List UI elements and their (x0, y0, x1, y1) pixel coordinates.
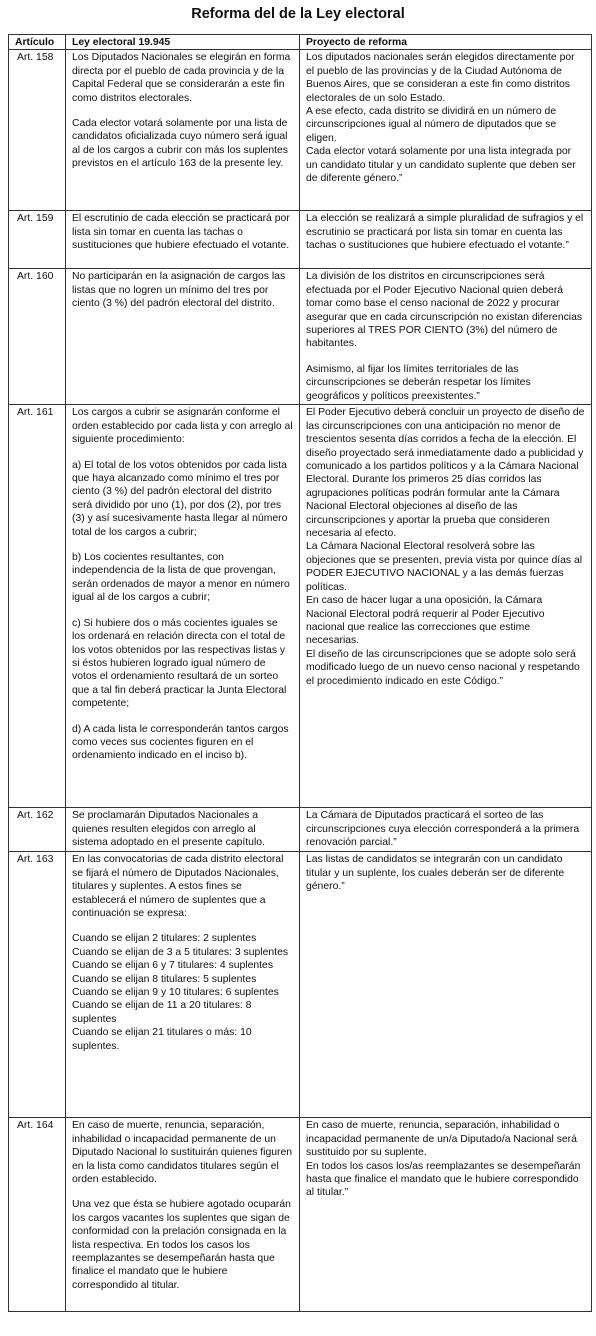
current-law-cell (66, 808, 300, 852)
paragraph: En todos los casos los/as reemplazantes se desempeñarán hasta que finalice el mandato que le hubiere correspondido al titular.” (306, 1160, 581, 1199)
paragraph: Los diputados nacionales serán elegidos directamente por el pueblo de las provincias y de la Ciudad Autónoma de Buenos Aires, que se consideran a este fin como distritos electorales de un solo Estado. (306, 52, 575, 104)
current-law-cell (66, 1118, 300, 1312)
article-cell: Art. 162 (9, 808, 66, 852)
table-row (9, 269, 592, 405)
header-proposal: Proyecto de reforma (300, 35, 592, 50)
article-cell: Art. 160 (9, 269, 66, 405)
current-law-cell (66, 269, 300, 405)
paragraph: d) A cada lista le corresponderán tantos cargos como veces sus cocientes figuren en el ordenamiento indicado en el inciso b). (72, 723, 289, 762)
current-law-cell (66, 211, 300, 269)
paragraph: Asimismo, al fijar los límites territoriales de las circunscripciones se deberán respetar los límites geográficos y políticos preexistentes.” (306, 363, 531, 402)
document-title: Reforma del de la Ley electoral (191, 6, 405, 22)
current-law-cell (66, 405, 300, 808)
paragraph: A ese efecto, cada distrito se dividirá en un número de circunscripciones igual al número de diputados que se eligen. (306, 106, 557, 144)
paragraph: a) El total de los votos obtenidos por cada lista que haya alcanzado como mínimo el tres por ciento (3 %) del padrón electoral del distrito será dividido por uno (1), por dos (2), por tres (3) y así sucesivamente hasta llegar al número total de los cargos a cubrir; (72, 459, 288, 538)
current-law-cell (66, 852, 300, 1118)
article-cell: Art. 159 (9, 211, 66, 269)
paragraph: En caso de muerte, renuncia, separación, inhabilidad o incapacidad permanente de un Diputado Nacional lo sustituirán quienes figuren en la lista como candidatos titulares según el orden establecido. (72, 1120, 293, 1186)
proposal-cell (300, 852, 592, 1118)
paragraph: El Poder Ejecutivo deberá concluir un proyecto de diseño de las circunscripciones con una anticipación no menor de trescientos sesenta días corridos a fecha de la elección. El diseño proyectado será inmediatamente dado a publicidad y comunicado a los partidos políticos y a la Cámara Nacional Electoral. Durante los primeros 25 días corridos las agrupaciones políticas podrán formular ante la Cámara Nacional Electoral objeciones al diseño de las circunscripciones y aportar la prueba que consideren necesaria al efecto. (306, 407, 585, 540)
paragraph: b) Los cocientes resultantes, con independencia de la lista de que provengan, serán ordenados de mayor a menor en número igual al de los cargos a cubrir; (72, 552, 290, 604)
paragraph: En las convocatorias de cada distrito electoral se fijará el número de Diputados Nacionales, titulares y suplentes. A estos fines se establecerá el número de suplentes que a continuación se expresa: (72, 854, 284, 920)
paragraph: La elección se realizará a simple pluralidad de sufragios y el escrutinio se practicará por lista sin tomar en cuenta las tachas o sustituciones que hubiere efectuado el votante.” (306, 213, 584, 252)
current-law-cell (66, 50, 300, 211)
paragraph: La Cámara Nacional Electoral resolverá sobre las objeciones que se presenten, previa vista por quince días al PODER EJECUTIVO NACIONAL y a las demás fuerzas políticas. (306, 541, 583, 593)
paragraph: Se proclamarán Diputados Nacionales a quienes resulten elegidos con arreglo al sistema adoptado en el presente capítulo. (72, 810, 265, 849)
paragraph: La división de los distritos en circunscripciones será efectuada por el Poder Ejecutivo Nacional quien deberá tomar como base el censo nacional de 2022 y procurar asegurar que en cada circunscripción no existan diferencias superiores al TRES POR CIENTO (3%) del número de habitantes. (306, 271, 583, 350)
paragraph: Cuando se elijan 2 titulares: 2 suplentes Cuando se elijan de 3 a 5 titulares: 3 suplentes Cuando se elijan 6 y 7 titulares: 4 suplentes Cuando se elijan 8 titulares: 5 suplentes Cuando se elijan 9 y 10 titulares: 6 suplentes Cuando se elijan de 11 a 20 titulares: 8 suplentes Cuando se elijan 21 titulares o más: 10 suplentes. (72, 933, 289, 1052)
paragraph: Los cargos a cubrir se asignarán conforme el orden establecido por cada lista y con arreglo al siguiente procedimiento: (72, 407, 293, 446)
article-cell: Art. 164 (9, 1118, 66, 1312)
proposal-cell (300, 50, 592, 211)
paragraph: Una vez que ésta se hubiere agotado ocuparán los cargos vacantes los suplentes que sigan de conformidad con la prelación consignada en la lista respectiva. En todos los casos los reemplazantes se desempeñarán hasta que finalice el mandato que le hubiere correspondido al titular. (72, 1199, 291, 1291)
paragraph: En caso de hacer lugar a una oposición, la Cámara Nacional Electoral podrá requerir al Poder Ejecutivo nacional que realice las correcciones que estime necesarias. (306, 595, 545, 647)
table-row (9, 852, 592, 1118)
proposal-cell (300, 1118, 592, 1312)
table-body (9, 50, 592, 1312)
paragraph: La Cámara de Diputados practicará el sorteo de las circunscripciones cuya elección corresponderá a la primera renovación parcial.” (306, 810, 580, 849)
paragraph: Cada elector votará solamente por una lista de candidatos oficializada cuyo número será igual al de los cargos a cubrir con más los suplentes previstos en el artículo 163 de la presente ley. (72, 118, 289, 170)
paragraph: c) Si hubiere dos o más cocientes iguales se los ordenará en relación directa con el total de los votos obtenidos por las respectivas listas y si éstos hubieren logrado igual número de votos el ordenamiento resultará de un sorteo que a tal fin deberá practicar la Junta Electoral competente; (72, 617, 287, 710)
header-current-law: Ley electoral 19.945 (66, 35, 300, 50)
table-row (9, 808, 592, 852)
table-row (9, 405, 592, 808)
paragraph: En caso de muerte, renuncia, separación, inhabilidad o incapacidad permanente de un/a Diputado/a Nacional será sustituido por su suplente. (306, 1120, 577, 1159)
proposal-cell (300, 405, 592, 808)
article-cell: Art. 163 (9, 852, 66, 1118)
proposal-cell (300, 269, 592, 405)
paragraph: Cada elector votará solamente por una lista integrada por un candidato titular y un candidato suplente que deben ser de diferente género.” (306, 146, 576, 185)
paragraph: El escrutinio de cada elección se practicará por lista sin tomar en cuenta las tachas o sustituciones que hubiere efectuado el votante. (72, 213, 290, 252)
table-row (9, 211, 592, 269)
table-row (9, 1118, 592, 1312)
article-cell: Art. 158 (9, 50, 66, 211)
paragraph: El diseño de las circunscripciones que se adopte solo será modificado luego de un nuevo censo nacional y respetando el procedimiento indicado en este Código.” (306, 648, 580, 687)
paragraph: No participarán en la asignación de cargos las listas que no logren un mínimo del tres por ciento (3 %) del padrón electoral del distrito. (72, 271, 286, 310)
paragraph: Las listas de candidatos se integrarán con un candidato titular y un suplente, los cuales deberán ser de diferente género.” (306, 854, 565, 893)
paragraph: Los Diputados Nacionales se elegirán en forma directa por el pueblo de cada provincia y de la Capital Federal que se considerarán a este fin como distritos electorales. (72, 52, 291, 104)
proposal-cell (300, 808, 592, 852)
comparison-table (8, 34, 592, 1312)
article-cell: Art. 161 (9, 405, 66, 808)
table-header-row (9, 35, 592, 50)
header-article: Artículo (9, 35, 66, 50)
proposal-cell (300, 211, 592, 269)
table-row (9, 50, 592, 211)
